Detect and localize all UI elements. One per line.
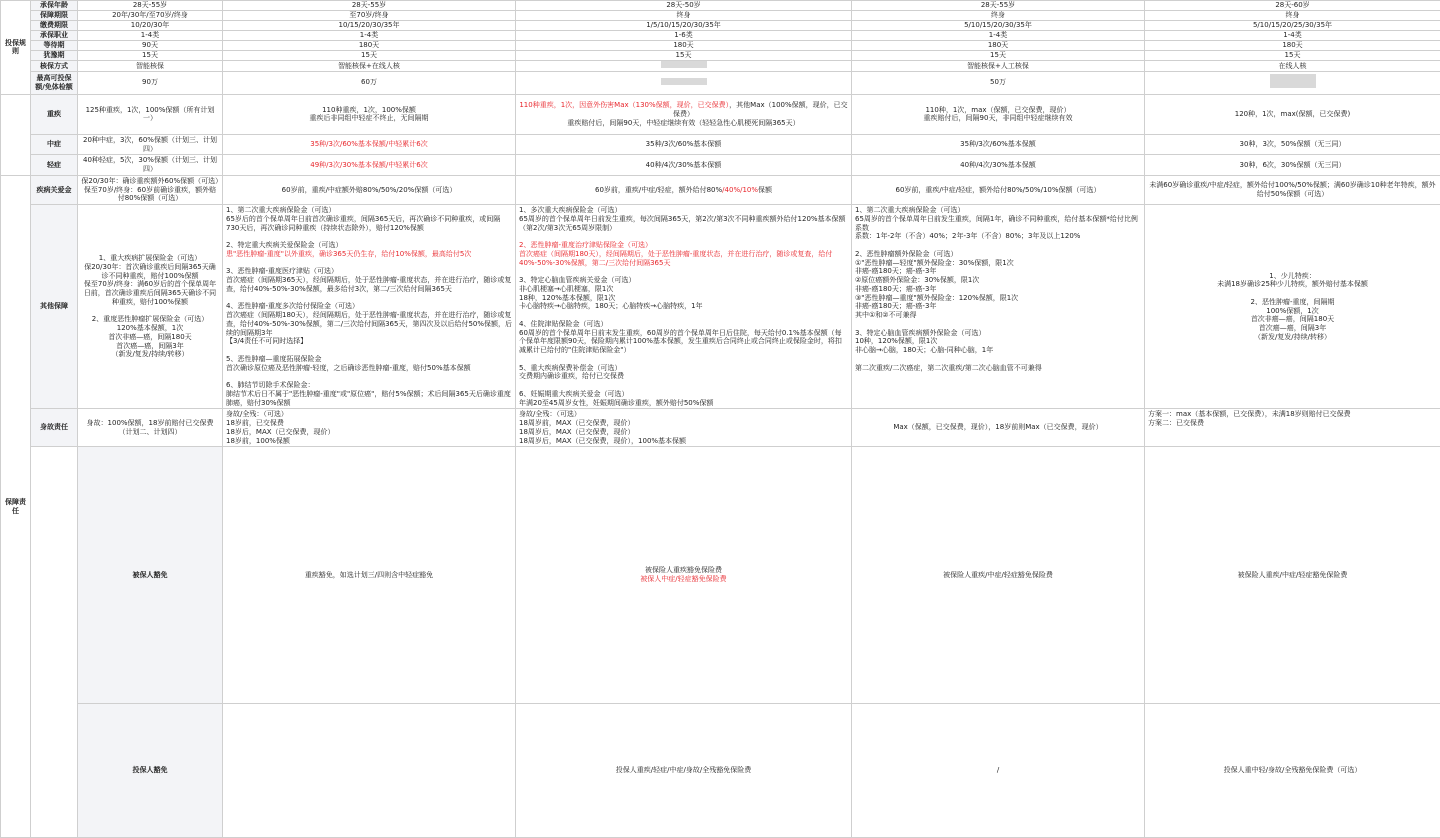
table-cell: /: [852, 704, 1145, 838]
table-cell: 28天-55岁: [223, 1, 516, 11]
table-cell: 60万: [223, 71, 516, 94]
table-cell: 90万: [78, 71, 223, 94]
table-cell: 60岁前，重疾/中症/轻症，额外给付80%/40%/10%保额: [516, 175, 852, 204]
table-cell: 至70岁/终身: [223, 11, 516, 21]
table-row: [1, 41, 1440, 51]
table-cell: 10/15/20/30/35年: [223, 21, 516, 31]
row-label: 缴费期限: [31, 21, 78, 31]
section-label-coverage: 保障责任: [1, 175, 31, 838]
table-row: [1, 155, 1440, 176]
table-cell: 被保险人重疾/中症/轻症豁免保险费: [852, 447, 1145, 704]
table-row: [1, 704, 1440, 838]
table-cell: 35种/3次/60%基本保额: [852, 134, 1145, 155]
table-cell: 60岁前，重疾/中症额外赔80%/50%/20%保额（可选）: [223, 175, 516, 204]
table-cell: 1、重大疾病扩展保险金（可选） 保20/30年：首次确诊重疾后间隔365天确诊不同种重疾，赔付100%保额 保至70岁/终身：满60岁后的首个保单周年日前，首次确诊重疾后间隔365天确诊不同种重疾，赔付100%保额 2、重度恶性肿瘤扩展保险金（可选） 120%基本保额，1次 首次非癌—癌，间隔180天 首次癌—癌，间隔3年 （新发/复发/持续/转移）: [78, 205, 223, 409]
table-cell: 智能核保: [78, 61, 223, 72]
row-label: 被保人豁免: [78, 447, 223, 704]
table-row: [1, 94, 1440, 134]
table-cell: 10/20/30年: [78, 21, 223, 31]
table-cell: 1/5/10/15/20/30/35年: [516, 21, 852, 31]
table-row: [1, 51, 1440, 61]
table-cell: 35种/3次/60%基本保额: [516, 134, 852, 155]
table-row: [1, 205, 1440, 409]
table-row: [1, 447, 1440, 704]
table-cell: 49种/3次/30%基本保额/中轻累计6次: [223, 155, 516, 176]
table-cell: 1-4类: [1145, 31, 1440, 41]
table-cell: 身故：100%保额，18岁前赔付已交保费（计划二、计划四）: [78, 409, 223, 447]
table-cell: 1-4类: [852, 31, 1145, 41]
table-cell: 35种/3次/60%基本保额/中轻累计6次: [223, 134, 516, 155]
table-cell: 身故/全残：（可选） 18岁前，已交保费 18岁后，MAX（已交保费，现价） 18岁前，100%保额: [223, 409, 516, 447]
stamp-image: [1270, 74, 1316, 88]
row-label: 中症: [31, 134, 78, 155]
table-cell: 30种，3次，50%保额（无三同）: [1145, 134, 1440, 155]
table-cell: 方案一：max（基本保额，已交保费），未满18岁则赔付已交保费 方案二：已交保费: [1145, 409, 1440, 447]
table-cell: 180天: [852, 41, 1145, 51]
table-cell: 5/10/15/20/30/35年: [852, 21, 1145, 31]
table-cell: 30种，6次，30%保额（无三同）: [1145, 155, 1440, 176]
table-cell: 110种重疾，1次，因意外伤害Max（130%保额，现价，已交保费），其他Max（100%保额，现价，已交保费） 重疾赔付后，间隔90天，中轻症继续有效（轻轻急性心肌梗死间隔365天）: [516, 94, 852, 134]
table-cell: 1、多次重大疾病保险金（可选） 65周岁的首个保单周年日前发生重疾，每次间隔365天，第2次/第3次不同种重疾额外给付120%基本保额（第2次/第3次无65周岁限制） 2、恶性肿瘤-重度治疗津贴保险金（可选） 首次癌症（间隔期180天），经间隔期后，处于恶性肿瘤-重度状态，并在进行治疗，随诊或复查，给付40%-50%-30%保额，第二/三次给付间隔365天 3、特定心脑血管疾病关爱金（可选） 非心肌梗塞→心肌梗塞，限1次 18种，120%基本保额，限1次 卡心脑特疾→心脑特疾，180天；心脑特疾→心脑特疾，1年 4、住院津贴保险金（可选） 60周岁的首个保单周年日前末发生重疾，60周岁的首个保单周年日后住院，每天给付0.1%基本保额（每个保单年度限额90天，保险期内累计100%基本保额，发生重疾后合同终止或合同终止或保险金时，将扣减累计已给付的"住院津贴保险金"） 5、重大疾病保费补偿金（可选） 交费期内确诊重疾，给付已交保费 6、妊娠期重大疾病关爱金（可选） 年满20至45周岁女性，妊娠期间确诊重疾，额外赔付50%保额: [516, 205, 852, 409]
row-label: 轻症: [31, 155, 78, 176]
row-label: 重疾: [31, 94, 78, 134]
table-cell: 1、第二次重大疾病保险金（可选） 65周岁的首个保单周年日前发生重疾，间隔1年，确诊不同种重疾，给付基本保额*给付比例系数 系数：1年-2年（不含）40%；2年-3年（不含）80%；3年及以上120% 2、恶性肿瘤额外保险金（可选） ①"恶性肿瘤—轻度"额外保险金：30%保额，限1次 非癌-癌180天；癌-癌-3年 ②原位癌额外保险金：30%保额，限1次 非癌-癌180天；癌-癌-3年 ③"恶性肿瘤—重度"额外保险金：120%保额，限1次 非癌-癌180天；癌-癌-3年 其中①和②不可兼得 3、特定心脑血管疾病额外保险金（可选） 10种，120%保额，限1次 非心脑→心脑，180天；心脑-同种心脑，1年 第二次重疾/二次癌症，第二次重疾/第二次心脑血管不可兼得: [852, 205, 1145, 409]
table-cell: 15天: [852, 51, 1145, 61]
table-cell: 40种/4次/30%基本保额: [516, 155, 852, 176]
table-row: [1, 61, 1440, 72]
table-cell: 智能核保+人工核保: [852, 61, 1145, 72]
table-cell: 180天: [223, 41, 516, 51]
table-cell: 28天-60岁: [1145, 1, 1440, 11]
table-cell: 被保险人重疾/中症/轻症豁免保险费: [1145, 447, 1440, 704]
stamp-image: [661, 61, 707, 68]
table-cell: 28天-55岁: [78, 1, 223, 11]
table-cell: 身故/全残：（可选） 18周岁前，MAX（已交保费，现价） 18周岁后，MAX（已交保费，现价） 18周岁后，MAX（已交保费，现价），100%基本保额: [516, 409, 852, 447]
table-cell: [516, 71, 852, 94]
table-cell: 智能核保+在线人核: [223, 61, 516, 72]
row-label: 承保职业: [31, 31, 78, 41]
table-row: [1, 1, 1440, 11]
table-cell: 15天: [78, 51, 223, 61]
table-cell: 40种/4次/30%基本保额: [852, 155, 1145, 176]
table-cell: 20种中症，3次，60%保额（计划三、计划四）: [78, 134, 223, 155]
row-label: 犹豫期: [31, 51, 78, 61]
table-cell: 1-4类: [78, 31, 223, 41]
table-cell: 90天: [78, 41, 223, 51]
stamp-image: [661, 78, 707, 85]
table-cell: 终身: [516, 11, 852, 21]
table-row: [1, 31, 1440, 41]
table-cell: [516, 61, 852, 72]
table-cell: 110种，1次，max（保额，已交保费，现价） 重疾赔付后，间隔90天，非同组中轻症继续有效: [852, 94, 1145, 134]
row-label: 保障期限: [31, 11, 78, 21]
table-cell: 28天-55岁: [852, 1, 1145, 11]
table-cell: 15天: [1145, 51, 1440, 61]
table-row: [1, 11, 1440, 21]
table-row: [1, 21, 1440, 31]
table-cell: 终身: [1145, 11, 1440, 21]
row-label: 最高可投保额/免体检额: [31, 71, 78, 94]
table-row: [1, 409, 1440, 447]
row-label: 承保年龄: [31, 1, 78, 11]
section-label-rules: 投保规则: [1, 1, 31, 95]
table-cell: 投保人重中轻/身故/全残豁免保险费（可选）: [1145, 704, 1440, 838]
row-label: 核保方式: [31, 61, 78, 72]
table-cell: 在线人核: [1145, 61, 1440, 72]
table-cell: 60岁前，重疾/中症/轻症，额外给付80%/50%/10%保额（可选）: [852, 175, 1145, 204]
table-cell: 120种，1次，max(保额，已交保费): [1145, 94, 1440, 134]
row-label: 疾病关爱金: [31, 175, 78, 204]
table-row: [1, 71, 1440, 94]
section-blank: [31, 447, 78, 838]
row-label: 身故责任: [31, 409, 78, 447]
table-cell: 110种重疾，1次，100%保额 重疾后非同组中轻症不终止，无间隔期: [223, 94, 516, 134]
table-row: [1, 134, 1440, 155]
table-cell: 180天: [516, 41, 852, 51]
table-cell: 未满60岁确诊重疾/中症/轻症，额外给付100%/50%保额；满60岁确诊10种老年特疾，额外给付50%保额（可选）: [1145, 175, 1440, 204]
table-cell: 终身: [852, 11, 1145, 21]
table-cell: 1、第二次重大疾病保险金（可选） 65岁后的首个保单周年日前首次确诊重疾，间隔365天后，再次确诊不同种重疾，或间隔730天后，再次确诊同种重疾（持续状态除外），赔付120%保额 2、特定重大疾病关爱保险金（可选） 患"恶性肿瘤-重度"以外重疾，确诊365天仍生存，给付10%保额，最高给付5次 3、恶性肿瘤-重度医疗津贴（可选） 首次癌症（间隔期365天），经间隔期后，处于恶性肿瘤-重度状态，并在进行治疗，随诊或复查，给付40%-50%-30%保额，最多给付3次，第二/三次给付间隔365天 4、恶性肿瘤-重度多次给付保险金（可选） 首次癌症（间隔期180天），经间隔期后，处于恶性肿瘤-重度状态，并在进行治疗，随诊或复查，给付40%-50%-30%保额，第二/三次给付间隔365天，第四次及以后给付50%保额，后续的间隔期3年 【3/4责任不可同时选择】 5、恶性肿瘤—重度拓展保险金 首次确诊原位癌及恶性肿瘤-轻度，之后确诊恶性肿瘤-重度，赔付50%基本保额 6、肺结节切除手术保险金： 肺结节术后日不属于"恶性肿瘤-重度"或"原位癌"，赔付5%保额；术后间隔365天后确诊重度肺癌，赔付30%保额: [223, 205, 516, 409]
table-row: [1, 175, 1440, 204]
table-cell: 重疾豁免，如选计划三/四则含中轻症豁免: [223, 447, 516, 704]
table-cell: 180天: [1145, 41, 1440, 51]
table-cell: 40种轻症，5次，30%保额（计划三、计划四）: [78, 155, 223, 176]
table-cell: 保20/30年：确诊重疾额外60%保额（可选）保至70岁/终身：60岁前确诊重疾，额外赔付80%保额（可选）: [78, 175, 223, 204]
row-label: 等待期: [31, 41, 78, 51]
table-cell: Max（保额，已交保费，现价），18岁前则Max（已交保费，现价）: [852, 409, 1145, 447]
table-cell: 125种重疾，1次，100%保额（所有计划一）: [78, 94, 223, 134]
table-cell: 被保险人重疾豁免保险费 被保人中症/轻症豁免保险费: [516, 447, 852, 704]
table-cell: 投保人重疾/轻症/中症/身故/全残豁免保险费: [516, 704, 852, 838]
table-cell: 5/10/15/20/25/30/35年: [1145, 21, 1440, 31]
table-cell: 20年/30年/至70岁/终身: [78, 11, 223, 21]
table-cell: 15天: [516, 51, 852, 61]
table-cell: 1、少儿特疾： 未满18岁确诊25种少儿特疾，额外赔付基本保额 2、恶性肿瘤-重度，间隔期 100%保额，1次 首次非癌—癌，间隔180天 首次癌—癌，间隔3年 （新发/复发/持续/转移）: [1145, 205, 1440, 409]
table-cell: [1145, 71, 1440, 94]
row-label: 其他保障: [31, 205, 78, 409]
section-blank: [1, 94, 31, 175]
table-cell: 15天: [223, 51, 516, 61]
table-cell: 1-4类: [223, 31, 516, 41]
table-cell: [223, 704, 516, 838]
table-cell: 50万: [852, 71, 1145, 94]
row-label: 投保人豁免: [78, 704, 223, 838]
table-cell: 1-6类: [516, 31, 852, 41]
table-cell: 28天-50岁: [516, 1, 852, 11]
